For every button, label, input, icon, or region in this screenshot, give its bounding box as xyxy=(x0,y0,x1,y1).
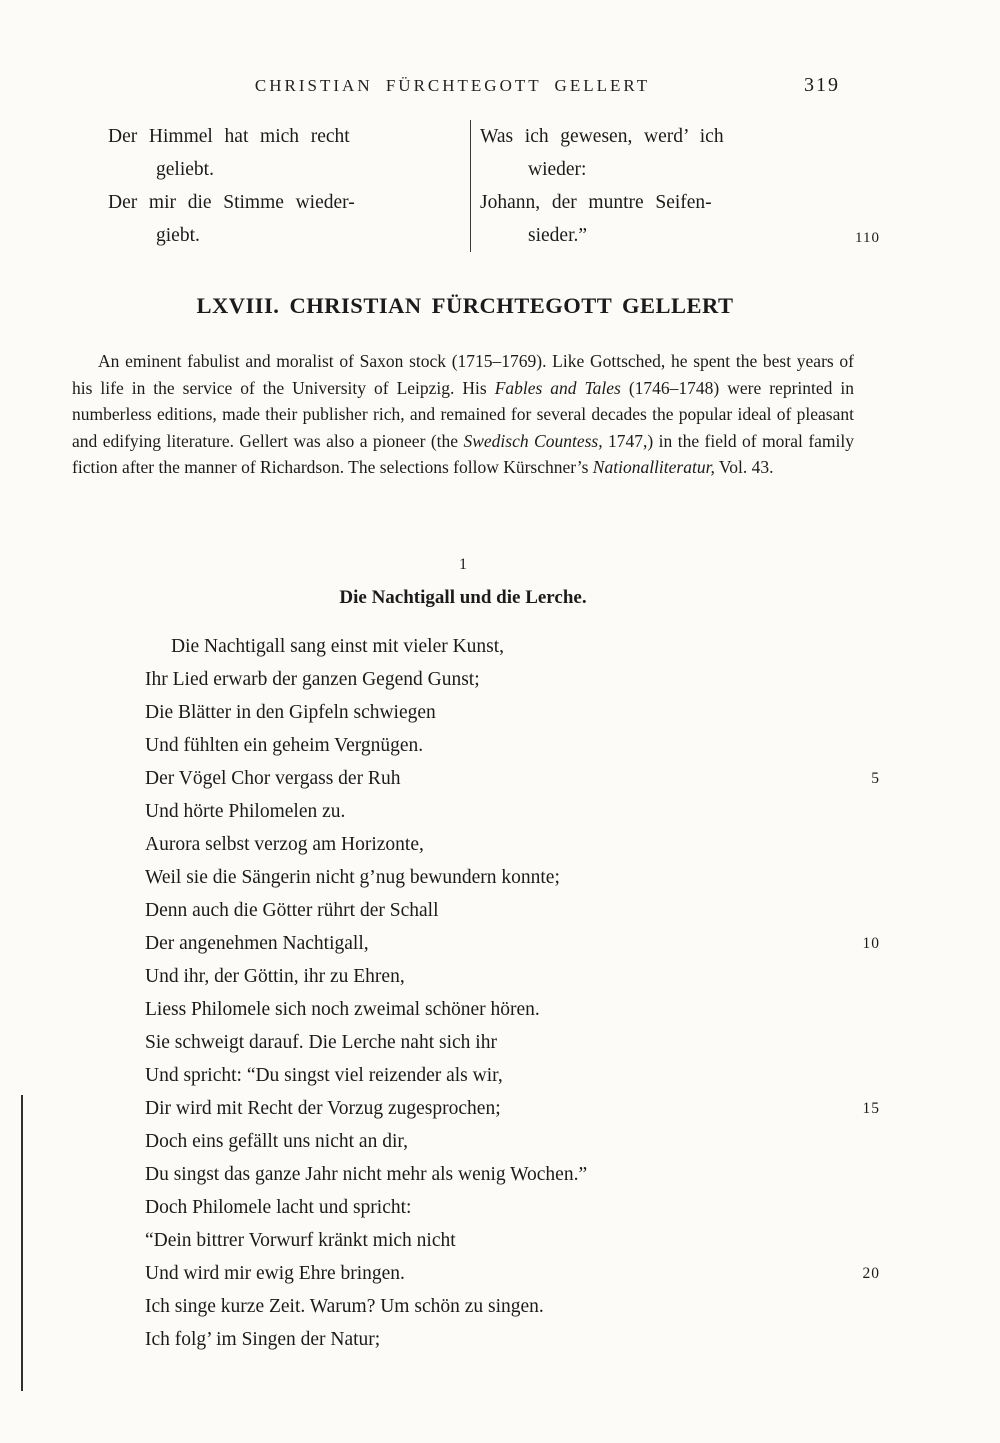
intro-segment: 1747,) in the field of moral family fiction after the manner of Richardson. The selections follow Kürschner’s xyxy=(72,430,855,477)
poem-line xyxy=(145,1257,880,1290)
section-heading: LXVIII. CHRISTIAN FÜRCHTEGOTT GELLERT xyxy=(196,293,734,318)
poem-title: Die Nachtigall und die Lerche. xyxy=(339,587,587,608)
poem-line-text: Und ihr, der Göttin, ihr zu Ehren, xyxy=(145,966,405,987)
poem-line xyxy=(145,1323,880,1356)
poem-line-text: Die Blätter in den Gipfeln schwiegen xyxy=(145,702,436,723)
poem-line-text: Liess Philomele sich noch zweimal schöner hören. xyxy=(145,999,540,1020)
poem-line xyxy=(145,993,880,1026)
poem-line-text: Weil sie die Sängerin nicht g’nug bewundern konnte; xyxy=(145,867,560,888)
poem-line-text: Dir wird mit Recht der Vorzug zugesprochen; xyxy=(145,1098,501,1119)
intro-paragraph xyxy=(72,348,854,481)
poem-line xyxy=(145,1059,880,1092)
poem-line-text: Der angenehmen Nachtigall, xyxy=(145,933,369,954)
poem-line xyxy=(145,960,880,993)
verse-line-text: Was ich gewesen, werd’ ich xyxy=(480,126,724,147)
verse-line-text: Der Himmel hat mich recht xyxy=(108,126,350,147)
poem-line xyxy=(145,861,880,894)
poem-body xyxy=(145,630,880,1356)
verse-line xyxy=(108,153,464,186)
verse-line xyxy=(480,120,830,153)
poem-line-number: 20 xyxy=(862,1265,880,1282)
verse-line-text: Der mir die Stimme wieder- xyxy=(108,192,355,213)
running-header-title: CHRISTIAN FÜRCHTEGOTT GELLERT xyxy=(254,76,651,95)
poem-line xyxy=(145,1158,880,1191)
verse-line-number: 110 xyxy=(855,230,880,246)
poem-line-text: Doch eins gefällt uns nicht an dir, xyxy=(145,1131,408,1152)
poem-number: 1 xyxy=(459,556,467,573)
poem-line-text: Und wird mir ewig Ehre bringen. xyxy=(145,1263,405,1284)
poem-line xyxy=(145,1026,880,1059)
verse-line xyxy=(480,153,830,186)
verse-line xyxy=(480,186,830,219)
intro-segment: (1746–1748) were reprinted in numberless editions, made their publisher rich, and remained for several decades the popular ideal of pleasant and edifying literature. Gellert was also a pioneer (the xyxy=(72,377,854,451)
poem-line-text: Die Nachtigall sang einst mit vieler Kunst, xyxy=(171,636,505,657)
poem-line-text: Denn auch die Götter rührt der Schall xyxy=(145,900,439,921)
poem-line-text: “Dein bittrer Vorwurf kränkt mich nicht xyxy=(145,1230,456,1251)
poem-line xyxy=(145,696,880,729)
poem-line-number: 10 xyxy=(862,935,880,952)
intro-segment: Nationalliteratur, xyxy=(592,457,715,477)
verse-line-text: wieder: xyxy=(528,159,587,180)
poem-line xyxy=(145,729,880,762)
poem-line-text: Und fühlten ein geheim Vergnügen. xyxy=(145,735,424,756)
verse-line xyxy=(108,186,464,219)
poem-line-text: Aurora selbst verzog am Horizonte, xyxy=(145,834,424,855)
verse-line xyxy=(480,219,830,252)
poem-line xyxy=(145,894,880,927)
poem-line xyxy=(145,1290,880,1323)
verse-line-text: giebt. xyxy=(156,225,200,246)
poem-line-text: Du singst das ganze Jahr nicht mehr als wenig Wochen.” xyxy=(145,1164,588,1185)
poem-line xyxy=(145,927,880,960)
verse-column-right xyxy=(471,120,880,252)
left-margin-scan-line xyxy=(21,1095,23,1391)
poem-line-text: Ihr Lied erwarb der ganzen Gegend Gunst; xyxy=(145,669,480,690)
poem-line-text: Und hörte Philomelen zu. xyxy=(145,801,346,822)
poem-line-text: Doch Philomele lacht und spricht: xyxy=(145,1197,412,1218)
poem-line xyxy=(145,828,880,861)
poem-line xyxy=(145,630,880,663)
intro-segment: Vol. 43. xyxy=(714,457,774,477)
verse-line-text: sieder.” xyxy=(528,225,588,246)
poem-line-number: 15 xyxy=(862,1100,880,1117)
poem-line xyxy=(145,1224,880,1257)
poem-line xyxy=(145,762,880,795)
poem-line xyxy=(145,1191,880,1224)
verse-line-text: geliebt. xyxy=(156,159,214,180)
intro-segment: Fables and Tales xyxy=(494,377,621,398)
poem-line-number: 5 xyxy=(871,770,880,787)
verse-column-left xyxy=(108,120,470,252)
intro-segment: Swedisch Countess, xyxy=(463,430,603,451)
verse-line xyxy=(108,219,464,252)
poem-line-text: Sie schweigt darauf. Die Lerche naht sich ihr xyxy=(145,1032,497,1053)
page-number: 319 xyxy=(804,74,840,96)
poem-line-text: Der Vögel Chor vergass der Ruh xyxy=(145,768,401,789)
poem-line-text: Ich singe kurze Zeit. Warum? Um schön zu singen. xyxy=(145,1296,544,1317)
page-header xyxy=(0,76,1000,106)
verse-line-text: Johann, der muntre Seifen- xyxy=(480,192,712,213)
poem-line xyxy=(145,1125,880,1158)
poem-line xyxy=(145,1092,880,1125)
opening-verse xyxy=(108,120,880,252)
verse-line xyxy=(108,120,464,153)
poem-line-text: Und spricht: “Du singst viel reizender als wir, xyxy=(145,1065,503,1086)
poem-line xyxy=(145,795,880,828)
poem-line-text: Ich folg’ im Singen der Natur; xyxy=(145,1329,381,1350)
poem-line xyxy=(145,663,880,696)
intro-segment: An eminent fabulist and moralist of Saxon stock (1715–1769). Like Gottsched, he spent the best years of his life in the service of the University of Leipzig. His xyxy=(72,351,854,398)
